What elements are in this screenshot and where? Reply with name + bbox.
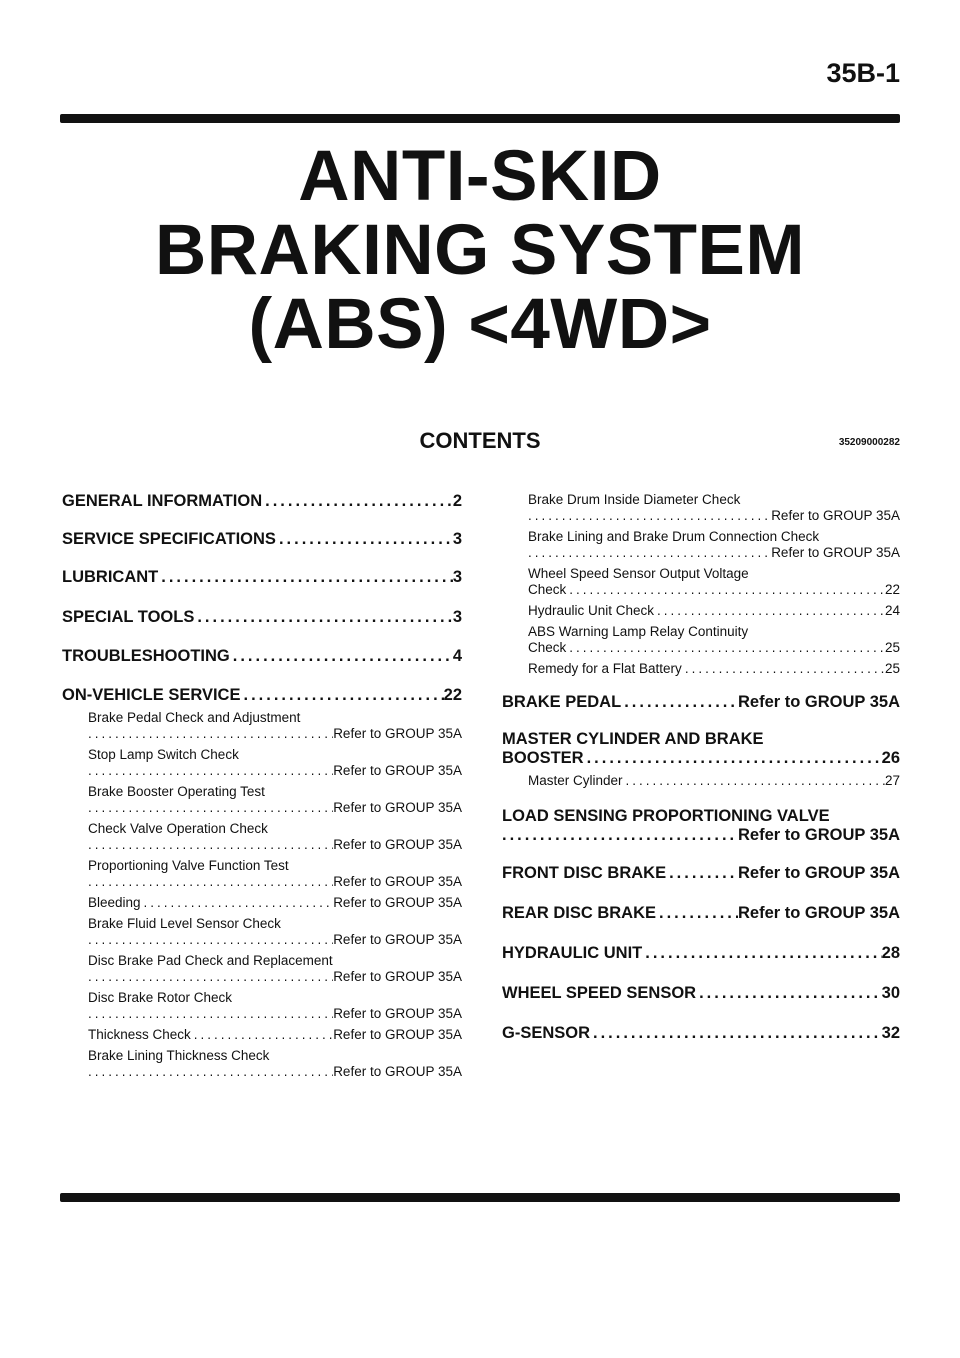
toc-master-cylinder[interactable]: Master Cylinder ..... 27 [502,773,900,789]
toc-hydraulic-unit-check[interactable]: Hydraulic Unit Check ..... 24 [502,603,900,619]
toc-rear-disc-brake[interactable]: REAR DISC BRAKE ..... Refer to GROUP 35A [502,904,900,923]
title-line-2: BRAKING SYSTEM [155,211,805,290]
toc-remedy-for-flat-battery[interactable]: Remedy for a Flat Battery ..... 25 [502,661,900,677]
toc-load-sensing-proportioning-valve[interactable]: LOAD SENSING PROPORTIONING VALVE ..... Refer to GROUP 35A [502,807,900,845]
toc-abs-warning-lamp-relay-continuity-check[interactable]: ABS Warning Lamp Relay Continuity Check ..... 25 [502,624,900,656]
toc-wheel-speed-sensor[interactable]: WHEEL SPEED SENSOR ..... 30 [502,984,900,1003]
toc-bleeding[interactable]: Bleeding ..... Refer to GROUP 35A [62,895,462,911]
toc-brake-pedal[interactable]: BRAKE PEDAL ..... Refer to GROUP 35A [502,693,900,712]
toc-wheel-speed-sensor-output-voltage-check[interactable]: Wheel Speed Sensor Output Voltage Check ..... 22 [502,566,900,598]
toc-hydraulic-unit[interactable]: HYDRAULIC UNIT ..... 28 [502,944,900,963]
toc-g-sensor[interactable]: G-SENSOR ..... 32 [502,1024,900,1043]
contents-left-column [62,488,462,1080]
title-line-3: (ABS) <4WD> [248,285,712,364]
toc-disc-brake-rotor-check[interactable]: Disc Brake Rotor Check ..... Refer to GROUP 35A [62,990,462,1022]
toc-troubleshooting[interactable]: TROUBLESHOOTING ..... 4 [62,647,462,666]
toc-brake-booster-operating-test[interactable]: Brake Booster Operating Test ..... Refer to GROUP 35A [62,784,462,816]
toc-on-vehicle-service[interactable]: ON-VEHICLE SERVICE ..... 22 [62,686,462,705]
title-line-1: ANTI-SKID [298,137,662,216]
toc-check-valve-operation-check[interactable]: Check Valve Operation Check ..... Refer to GROUP 35A [62,821,462,853]
contents-heading: CONTENTS [419,428,541,453]
toc-brake-fluid-level-sensor-check[interactable]: Brake Fluid Level Sensor Check ..... Refer to GROUP 35A [62,916,462,948]
contents-right-column [502,488,900,1043]
toc-thickness-check[interactable]: Thickness Check ..... Refer to GROUP 35A [62,1027,462,1043]
page-number: 35B-1 [826,58,900,88]
toc-stop-lamp-switch-check[interactable]: Stop Lamp Switch Check ..... Refer to GROUP 35A [62,747,462,779]
bottom-rule [60,1193,900,1202]
toc-brake-lining-drum-connection-check[interactable]: Brake Lining and Brake Drum Connection Check ..... Refer to GROUP 35A [502,529,900,561]
toc-general-information[interactable]: GENERAL INFORMATION ..... 2 [62,492,462,511]
toc-brake-lining-thickness-check[interactable]: Brake Lining Thickness Check ..... Refer to GROUP 35A [62,1048,462,1080]
toc-service-specifications[interactable]: SERVICE SPECIFICATIONS ..... 3 [62,530,462,549]
toc-special-tools[interactable]: SPECIAL TOOLS ..... 3 [62,608,462,627]
toc-disc-brake-pad-check[interactable]: Disc Brake Pad Check and Replacement ..... Refer to GROUP 35A [62,953,462,985]
document-code: 35209000282 [838,437,900,448]
toc-brake-drum-inside-diameter-check[interactable]: Brake Drum Inside Diameter Check ..... Refer to GROUP 35A [502,492,900,524]
toc-front-disc-brake[interactable]: FRONT DISC BRAKE ..... Refer to GROUP 35A [502,864,900,883]
toc-lubricant[interactable]: LUBRICANT ..... 3 [62,568,462,587]
document-title [0,137,960,364]
top-rule [60,114,900,123]
toc-master-cylinder-and-brake-booster[interactable]: MASTER CYLINDER AND BRAKE BOOSTER ..... 26 [502,730,900,768]
toc-proportioning-valve-function-test[interactable]: Proportioning Valve Function Test ..... Refer to GROUP 35A [62,858,462,890]
toc-brake-pedal-check[interactable]: Brake Pedal Check and Adjustment ..... Refer to GROUP 35A [62,710,462,742]
